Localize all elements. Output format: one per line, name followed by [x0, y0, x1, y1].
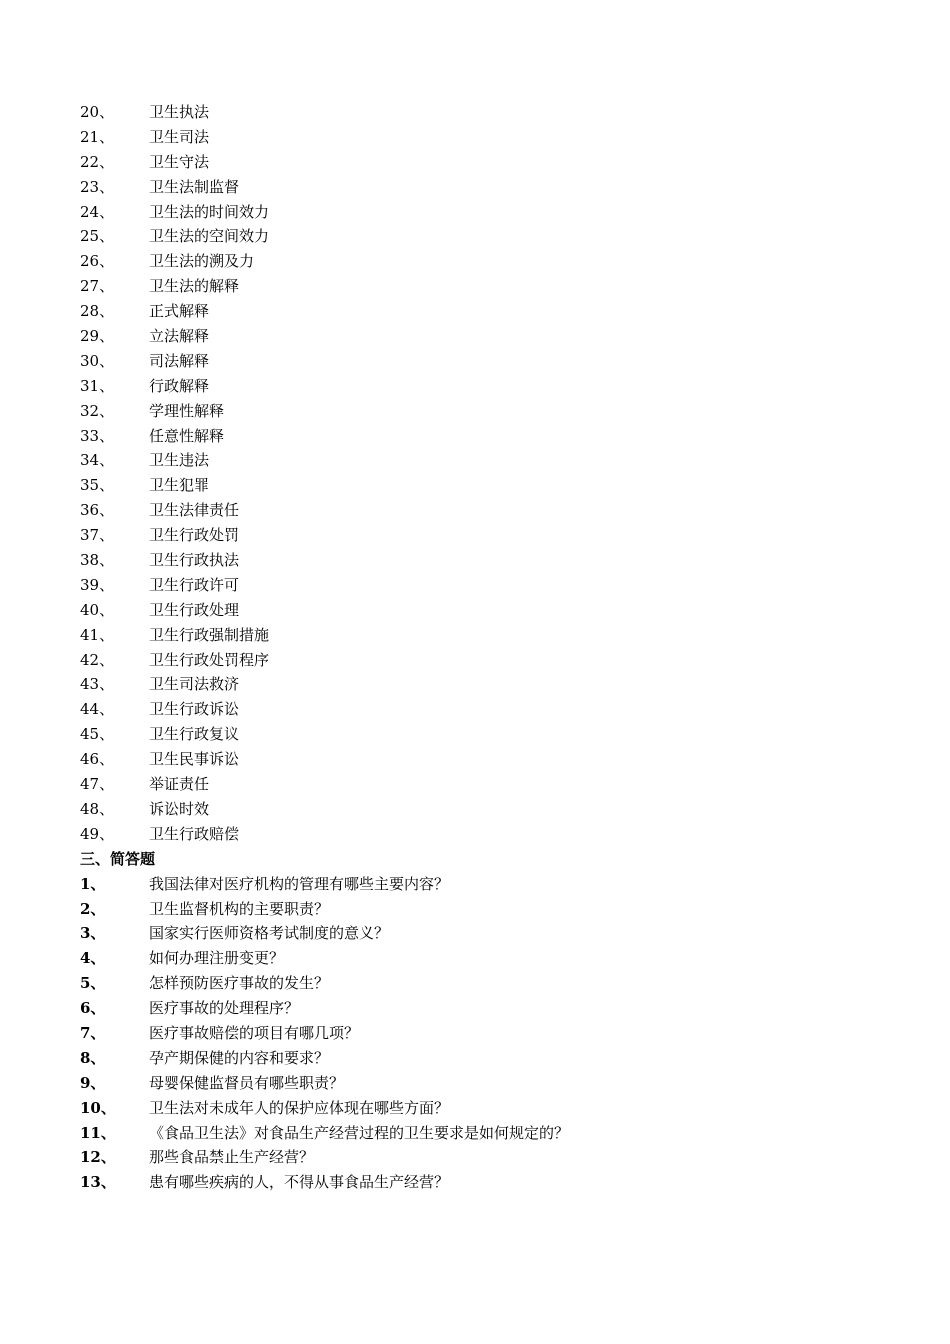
list-item — [0, 697, 950, 722]
section-heading: 三、简答题 — [80, 849, 156, 868]
question-number: 8、 — [80, 1048, 106, 1067]
question-text: 我国法律对医疗机构的管理有哪些主要内容？ — [149, 874, 450, 893]
item-number: 40、 — [80, 600, 115, 619]
question-item — [0, 946, 950, 971]
item-number: 35、 — [80, 476, 115, 495]
question-item — [0, 971, 950, 996]
list-item — [0, 150, 950, 175]
item-number: 29、 — [80, 327, 115, 346]
item-text: 卫生行政诉讼 — [149, 700, 240, 719]
question-item — [0, 1121, 950, 1146]
item-number: 45、 — [80, 725, 115, 744]
question-item — [0, 1071, 950, 1096]
question-number: 4、 — [80, 949, 106, 968]
item-number: 31、 — [80, 376, 115, 395]
item-text: 卫生行政处罚程序 — [149, 650, 270, 669]
question-number: 13、 — [80, 1173, 116, 1192]
list-item — [0, 399, 950, 424]
question-item — [0, 1145, 950, 1170]
item-text: 卫生行政强制措施 — [149, 625, 270, 644]
item-text: 卫生法的解释 — [149, 277, 240, 296]
list-item — [0, 747, 950, 772]
question-text: 如何办理注册变更？ — [149, 949, 285, 968]
question-item — [0, 1046, 950, 1071]
question-text: 母婴保健监督员有哪些职责？ — [149, 1073, 345, 1092]
list-item — [0, 448, 950, 473]
question-item — [0, 921, 950, 946]
item-text: 卫生法的时间效力 — [149, 202, 270, 221]
question-item — [0, 1170, 950, 1195]
item-text: 卫生司法救济 — [149, 675, 240, 694]
list-item — [0, 374, 950, 399]
item-number: 21、 — [80, 127, 115, 146]
list-item — [0, 548, 950, 573]
item-number: 37、 — [80, 526, 115, 545]
item-number: 32、 — [80, 401, 115, 420]
list-item — [0, 523, 950, 548]
item-text: 卫生守法 — [149, 152, 210, 171]
list-item — [0, 722, 950, 747]
item-text: 卫生行政处罚 — [149, 526, 240, 545]
item-number: 24、 — [80, 202, 115, 221]
item-text: 卫生违法 — [149, 451, 210, 470]
item-number: 44、 — [80, 700, 115, 719]
item-number: 27、 — [80, 277, 115, 296]
question-item — [0, 897, 950, 922]
item-text: 卫生行政赔偿 — [149, 824, 240, 843]
item-number: 43、 — [80, 675, 115, 694]
question-text: 怎样预防医疗事故的发生？ — [149, 974, 330, 993]
item-number: 36、 — [80, 501, 115, 520]
item-text: 卫生行政处理 — [149, 600, 240, 619]
item-text: 立法解释 — [149, 327, 210, 346]
questions-list — [0, 872, 950, 1196]
question-text: 医疗事故赔偿的项目有哪几项？ — [149, 1023, 360, 1042]
list-item — [0, 598, 950, 623]
question-text: 卫生监督机构的主要职责？ — [149, 899, 330, 918]
item-text: 卫生民事诉讼 — [149, 750, 240, 769]
list-item — [0, 822, 950, 847]
item-text: 卫生行政复议 — [149, 725, 240, 744]
list-item — [0, 672, 950, 697]
question-number: 11、 — [80, 1123, 116, 1142]
document-page — [0, 100, 950, 1195]
item-text: 卫生法的溯及力 — [149, 252, 255, 271]
question-number: 5、 — [80, 974, 106, 993]
item-number: 34、 — [80, 451, 115, 470]
question-text: 卫生法对未成年人的保护应体现在哪些方面？ — [149, 1098, 450, 1117]
list-item — [0, 772, 950, 797]
list-item — [0, 299, 950, 324]
list-item — [0, 573, 950, 598]
question-number: 10、 — [80, 1098, 116, 1117]
item-number: 20、 — [80, 103, 115, 121]
item-number: 25、 — [80, 227, 115, 246]
item-text: 卫生司法 — [149, 127, 210, 146]
list-item — [0, 125, 950, 150]
item-text: 学理性解释 — [149, 401, 225, 420]
list-item — [0, 249, 950, 274]
terms-list — [0, 100, 950, 847]
question-item — [0, 996, 950, 1021]
list-item — [0, 623, 950, 648]
list-item — [0, 274, 950, 299]
list-item — [0, 175, 950, 200]
item-number: 49、 — [80, 824, 115, 843]
item-text: 卫生法的空间效力 — [149, 227, 270, 246]
item-number: 46、 — [80, 750, 115, 769]
item-text: 举证责任 — [149, 775, 210, 794]
item-text: 司法解释 — [149, 351, 210, 370]
question-number: 2、 — [80, 899, 106, 918]
list-item — [0, 498, 950, 523]
list-item — [0, 797, 950, 822]
item-text: 正式解释 — [149, 302, 210, 321]
item-text: 诉讼时效 — [149, 799, 210, 818]
item-text: 任意性解释 — [149, 426, 225, 445]
question-number: 1、 — [80, 874, 106, 893]
item-text: 卫生犯罪 — [149, 476, 210, 495]
list-item — [0, 224, 950, 249]
item-text: 卫生行政许可 — [149, 575, 240, 594]
item-text: 卫生执法 — [149, 103, 210, 121]
item-number: 23、 — [80, 177, 115, 196]
question-item — [0, 1096, 950, 1121]
question-number: 3、 — [80, 924, 106, 943]
question-text: 《食品卫生法》对食品生产经营过程的卫生要求是如何规定的？ — [149, 1123, 570, 1142]
list-item — [0, 424, 950, 449]
question-number: 9、 — [80, 1073, 106, 1092]
question-text: 国家实行医师资格考试制度的意义？ — [149, 924, 390, 943]
list-item — [0, 100, 950, 125]
item-number: 48、 — [80, 799, 115, 818]
list-item — [0, 200, 950, 225]
item-number: 26、 — [80, 252, 115, 271]
list-item — [0, 324, 950, 349]
item-number: 47、 — [80, 775, 115, 794]
list-item — [0, 349, 950, 374]
question-item — [0, 872, 950, 897]
item-number: 33、 — [80, 426, 115, 445]
question-number: 6、 — [80, 999, 106, 1018]
item-number: 38、 — [80, 551, 115, 570]
item-number: 42、 — [80, 650, 115, 669]
question-number: 7、 — [80, 1023, 106, 1042]
item-text: 卫生法制监督 — [149, 177, 240, 196]
question-text: 医疗事故的处理程序？ — [149, 999, 300, 1018]
question-item — [0, 1021, 950, 1046]
list-item — [0, 473, 950, 498]
item-text: 行政解释 — [149, 376, 210, 395]
question-text: 患有哪些疾病的人，不得从事食品生产经营？ — [149, 1173, 450, 1192]
item-text: 卫生法律责任 — [149, 501, 240, 520]
item-number: 39、 — [80, 575, 115, 594]
item-number: 22、 — [80, 152, 115, 171]
item-number: 41、 — [80, 625, 115, 644]
item-number: 30、 — [80, 351, 115, 370]
item-number: 28、 — [80, 302, 115, 321]
question-text: 孕产期保健的内容和要求？ — [149, 1048, 330, 1067]
question-text: 那些食品禁止生产经营？ — [149, 1148, 315, 1167]
item-text: 卫生行政执法 — [149, 551, 240, 570]
question-number: 12、 — [80, 1148, 116, 1167]
list-item — [0, 648, 950, 673]
